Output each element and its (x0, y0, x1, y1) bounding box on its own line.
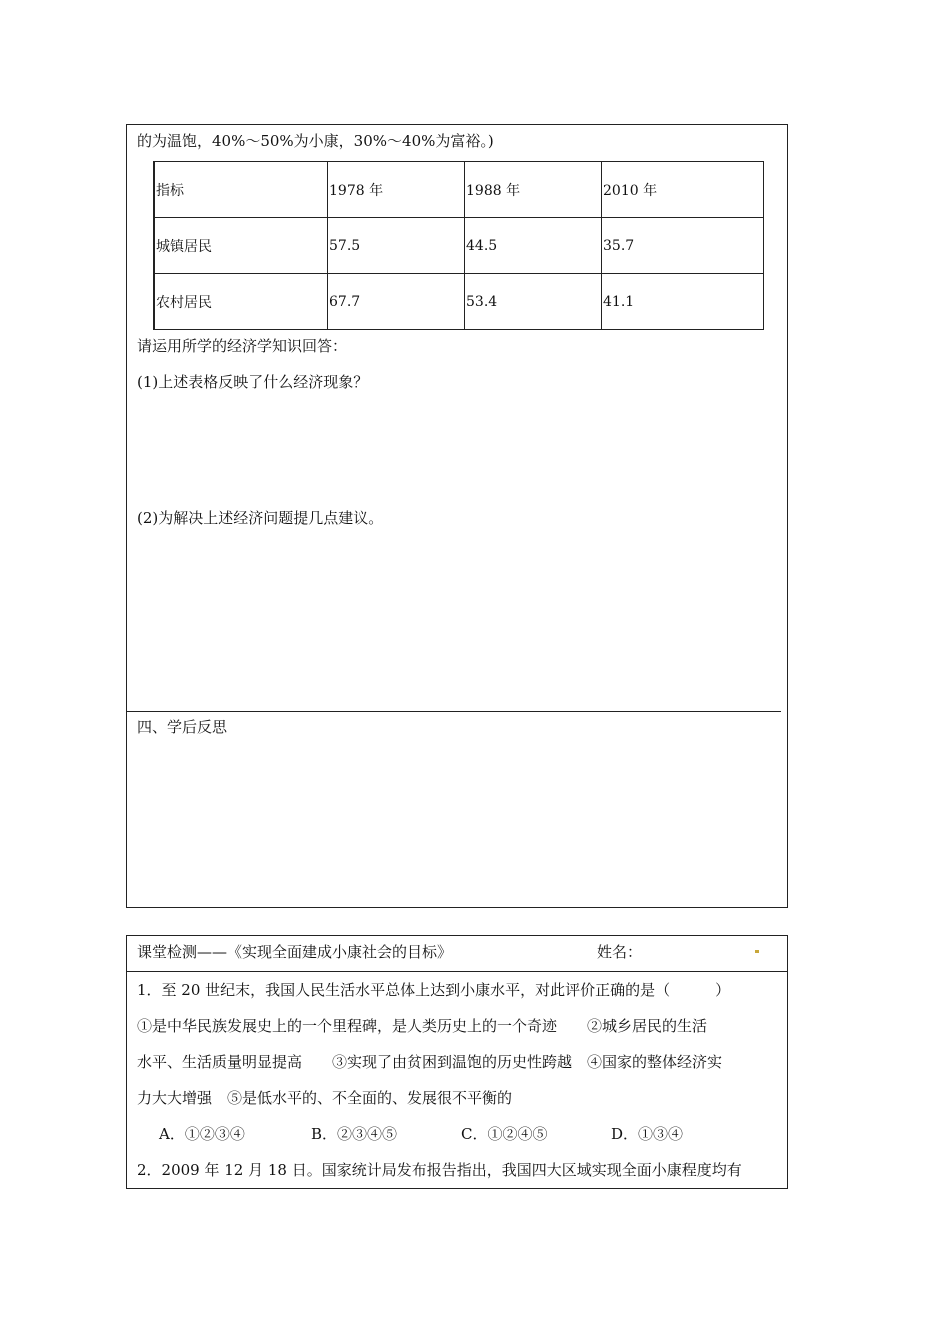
question-1-statement: ①是中华民族发展史上的一个里程碑，是人类历史上的一个奇迹 ②城乡居民的生活 (137, 1017, 708, 1035)
table-cell: 城镇居民 (154, 218, 328, 274)
table-cell: 35.7 (602, 218, 764, 274)
quiz-header (127, 936, 787, 972)
quiz-section (126, 935, 788, 1189)
table-cell: 53.4 (465, 274, 602, 330)
option-d: D．①③④ (611, 1125, 684, 1143)
table-header-cell: 指标 (154, 162, 328, 218)
question-2: (2)为解决上述经济问题提几点建议。 (137, 509, 384, 527)
table-cell: 农村居民 (154, 274, 328, 330)
reflection-heading: 四、学后反思 (137, 718, 228, 736)
scan-dot (755, 950, 759, 953)
option-a: A．①②③④ (159, 1125, 245, 1143)
table-header-cell: 2010 年 (602, 162, 764, 218)
option-c: C．①②④⑤ (461, 1125, 548, 1143)
table-header-row (154, 162, 764, 218)
table-cell: 41.1 (602, 274, 764, 330)
intro-text: 的为温饱，40%～50%为小康，30%～40%为富裕。) (137, 132, 494, 150)
table-header-cell: 1978 年 (328, 162, 465, 218)
question-1: (1)上述表格反映了什么经济现象？ (137, 373, 369, 391)
question-1-statement: 力大大增强 ⑤是低水平的、不全面的、发展很不平衡的 (137, 1089, 513, 1107)
question-1-statement: 水平、生活质量明显提高 ③实现了由贫困到温饱的历史性跨越 ④国家的整体经济实 (137, 1053, 723, 1071)
table-row (154, 274, 764, 330)
table-cell: 57.5 (328, 218, 465, 274)
quiz-title: 课堂检测——《实现全面建成小康社会的目标》 (137, 943, 453, 961)
option-b: B．②③④⑤ (311, 1125, 398, 1143)
table-cell: 67.7 (328, 274, 465, 330)
worksheet-section (126, 124, 788, 908)
question-1-line: 1．至 20 世纪末，我国人民生活水平总体上达到小康水平，对此评价正确的是（ ） (137, 981, 731, 999)
table-row (154, 218, 764, 274)
section-divider (127, 711, 781, 712)
name-label: 姓名： (597, 943, 643, 961)
engel-table (153, 161, 764, 330)
question-2-line: 2．2009 年 12 月 18 日。国家统计局发布报告指出，我国四大区域实现全面小康程度均有 (137, 1161, 742, 1179)
question-prompt: 请运用所学的经济学知识回答： (137, 337, 348, 355)
table-header-cell: 1988 年 (465, 162, 602, 218)
table-cell: 44.5 (465, 218, 602, 274)
